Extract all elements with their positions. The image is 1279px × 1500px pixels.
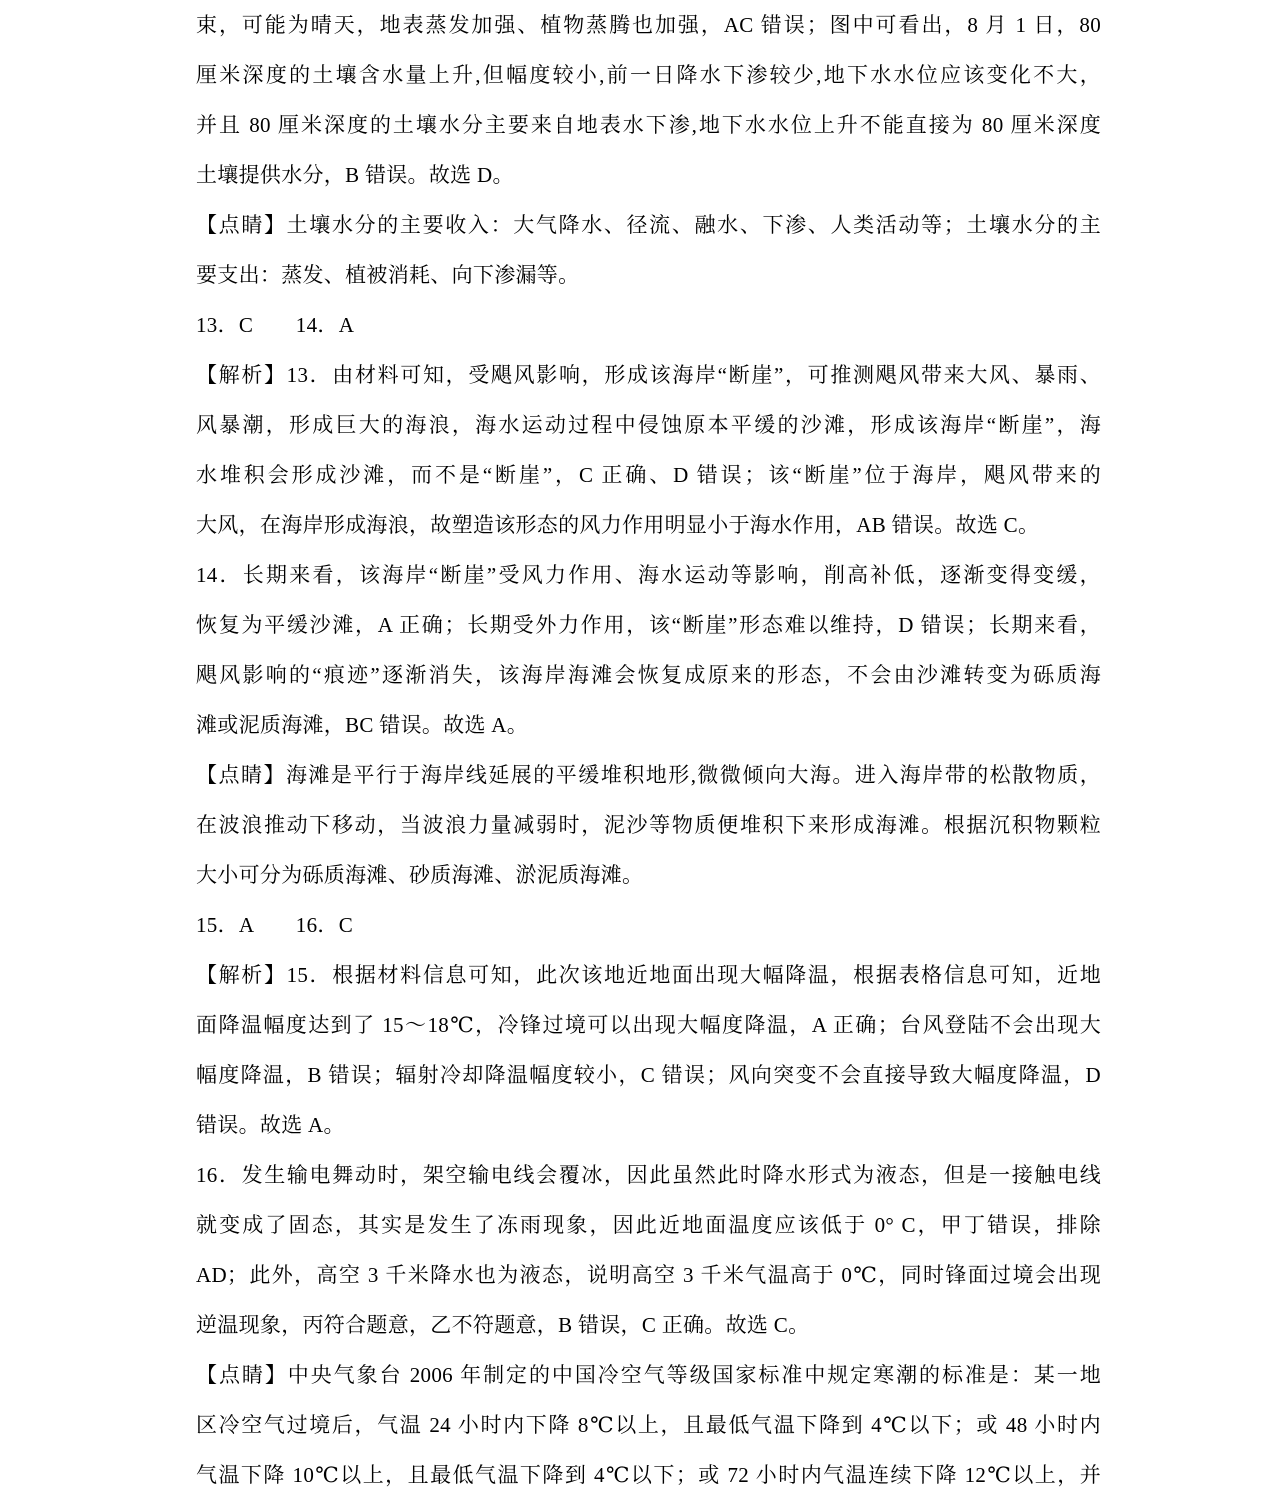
paragraph-tip-soil-water: [196, 200, 1101, 300]
text-line: 14．长期来看，该海岸“断崖”受风力作用、海水运动等影响，削高补低，逐渐变得变缓，: [196, 563, 1101, 587]
text-line: 【点睛】土壤水分的主要收入：大气降水、径流、融水、下渗、人类活动等；土壤水分的主: [196, 213, 1101, 237]
text-line: 并且 80 厘米深度的土壤水分主要来自地表水下渗,地下水水位上升不能直接为 80 厘米深度: [196, 113, 1101, 137]
text-line: 水堆积会形成沙滩，而不是“断崖”，C 正确、D 错误；该“断崖”位于海岸，飓风带来的: [196, 463, 1101, 487]
text-line: 在波浪推动下移动，当波浪力量减弱时，泥沙等物质便堆积下来形成海滩。根据沉积物颗粒: [196, 813, 1101, 837]
text-line: 恢复为平缓沙滩，A 正确；长期受外力作用，该“断崖”形态难以维持，D 错误；长期来看，: [196, 613, 1101, 637]
answer-line: 13．C 14．A: [196, 313, 355, 337]
text-line: 风暴潮，形成巨大的海浪，海水运动过程中侵蚀原本平缓的沙滩，形成该海岸“断崖”，海: [196, 413, 1101, 437]
paragraph-analysis-q16: [196, 1150, 1101, 1350]
text-line: 错误。故选 A。: [196, 1113, 345, 1137]
text-line: 【点睛】中央气象台 2006 年制定的中国冷空气等级国家标准中规定寒潮的标准是：某一地: [196, 1363, 1101, 1387]
text-line: 要支出：蒸发、植被消耗、向下渗漏等。: [196, 263, 580, 287]
text-line: 气温下降 10℃以上，且最低气温下降到 4℃以下；或 72 小时内气温连续下降 12℃以上，并: [196, 1463, 1101, 1487]
paragraph-analysis-q13: [196, 350, 1101, 550]
paragraph-answers-15-16: [196, 900, 1101, 950]
text-line: 幅度降温，B 错误；辐射冷却降温幅度较小，C 错误；风向突变不会直接导致大幅度降温，D: [196, 1063, 1101, 1087]
text-line: 区冷空气过境后，气温 24 小时内下降 8℃以上，且最低气温下降到 4℃以下；或 48 小时内: [196, 1413, 1101, 1437]
text-line: 【解析】13．由材料可知，受飓风影响，形成该海岸“断崖”，可推测飓风带来大风、暴雨、: [196, 363, 1101, 387]
text-line: 【点睛】海滩是平行于海岸线延展的平缓堆积地形,微微倾向大海。进入海岸带的松散物质，: [196, 763, 1101, 787]
text-line: 面降温幅度达到了 15～18℃，冷锋过境可以出现大幅度降温，A 正确；台风登陆不会出现大: [196, 1013, 1101, 1037]
paragraph-analysis-q15: [196, 950, 1101, 1150]
text-line: 束，可能为晴天，地表蒸发加强、植物蒸腾也加强，AC 错误；图中可看出，8 月 1 日，80: [196, 13, 1101, 37]
text-line: 厘米深度的土壤含水量上升,但幅度较小,前一日降水下渗较少,地下水水位应该变化不大，: [196, 63, 1101, 87]
paragraph-explanation-continued: [196, 0, 1101, 200]
text-line: AD；此外，高空 3 千米降水也为液态，说明高空 3 千米气温高于 0℃，同时锋面过境会出现: [196, 1263, 1101, 1287]
text-line: 逆温现象，丙符合题意，乙不符题意，B 错误，C 正确。故选 C。: [196, 1313, 810, 1337]
paragraph-tip-cold-wave: [196, 1350, 1101, 1500]
text-line: 16．发生输电舞动时，架空输电线会覆冰，因此虽然此时降水形式为液态，但是一接触电线: [196, 1163, 1101, 1187]
text-line: 滩或泥质海滩，BC 错误。故选 A。: [196, 713, 529, 737]
paragraph-tip-beach: [196, 750, 1101, 900]
text-line: 就变成了固态，其实是发生了冻雨现象，因此近地面温度应该低于 0° C，甲丁错误，排除: [196, 1213, 1101, 1237]
answer-line: 15．A 16．C: [196, 913, 354, 937]
text-line: 大小可分为砾质海滩、砂质海滩、淤泥质海滩。: [196, 863, 644, 887]
text-line: 土壤提供水分，B 错误。故选 D。: [196, 163, 514, 187]
text-line: 【解析】15．根据材料信息可知，此次该地近地面出现大幅降温，根据表格信息可知，近地: [196, 963, 1101, 987]
paragraph-answers-13-14: [196, 300, 1101, 350]
text-line: 大风，在海岸形成海浪，故塑造该形态的风力作用明显小于海水作用，AB 错误。故选 C。: [196, 513, 1040, 537]
text-line: 飓风影响的“痕迹”逐渐消失，该海岸海滩会恢复成原来的形态，不会由沙滩转变为砾质海: [196, 663, 1101, 687]
paragraph-analysis-q14: [196, 550, 1101, 750]
